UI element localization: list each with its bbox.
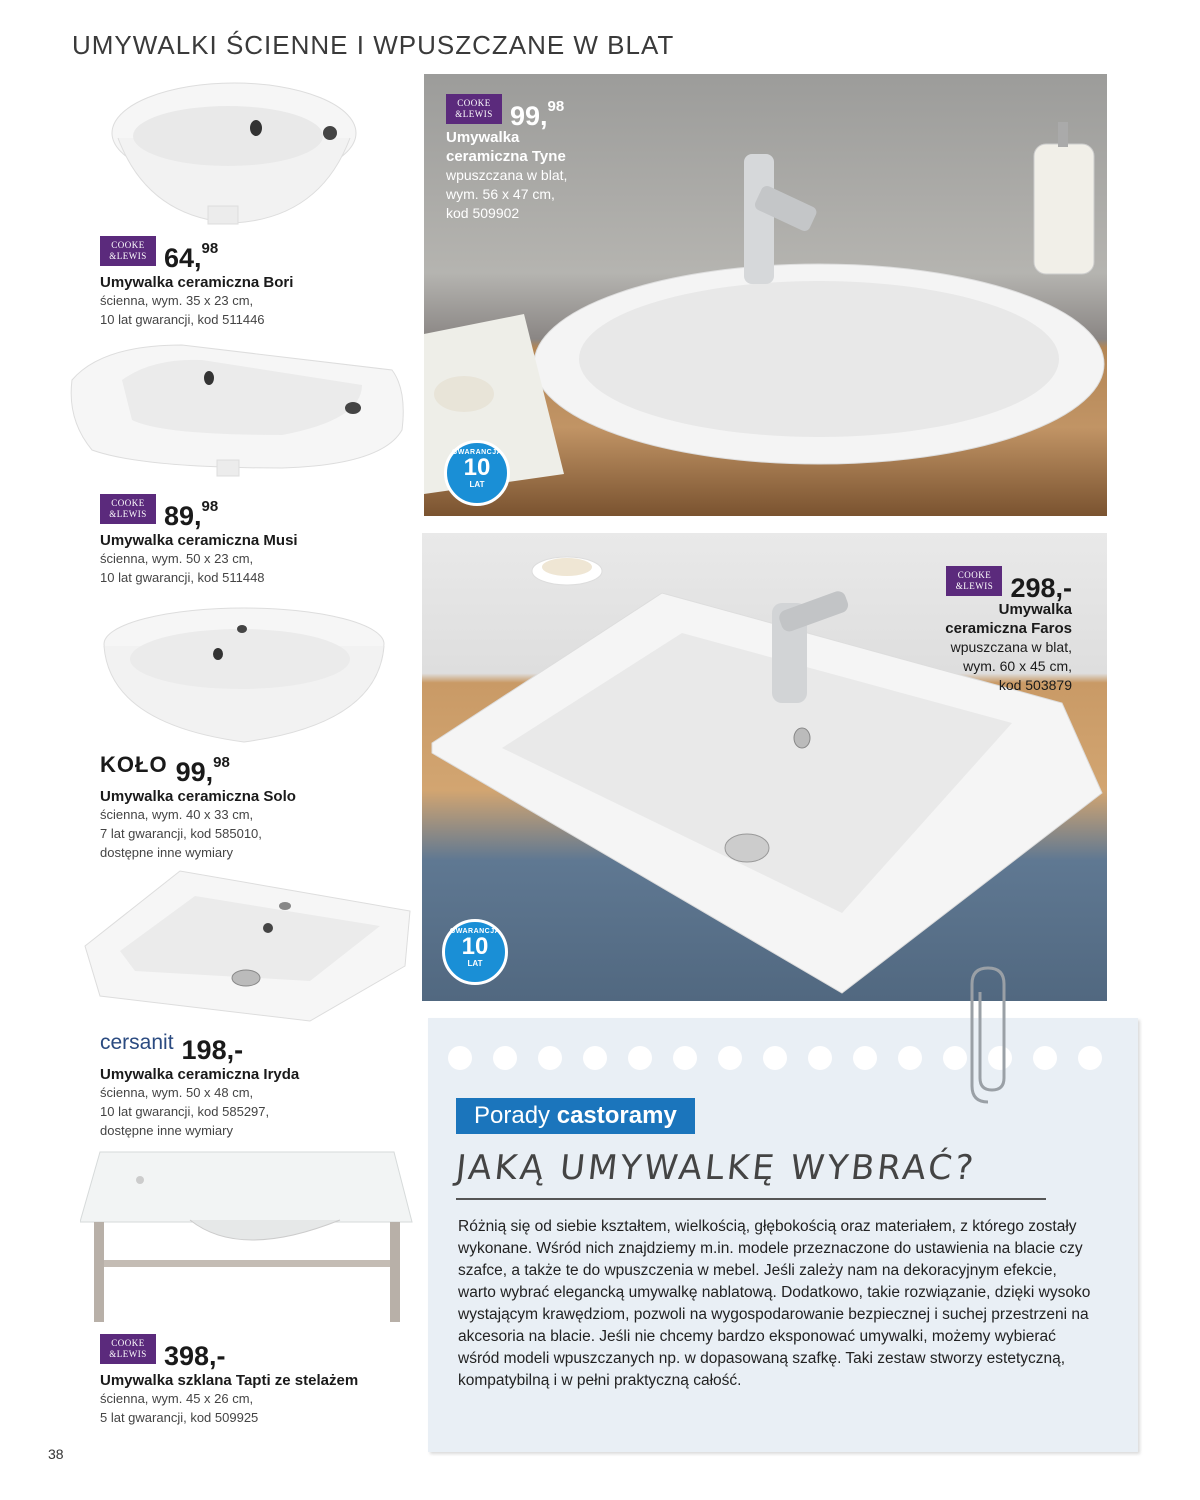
product-desc-line: dostępne inne wymiary <box>100 1123 233 1138</box>
product-solo <box>100 750 420 862</box>
product-desc-line: wym. 56 x 47 cm, <box>446 186 555 202</box>
advice-card <box>428 1018 1138 1452</box>
castorama-tips-tag: Porady castoramy <box>456 1098 695 1134</box>
product-desc-line: 10 lat gwarancji, kod 511448 <box>100 570 265 585</box>
brand-logo-cooke-lewis: COOKE &LEWIS <box>946 566 1002 596</box>
brand-logo-cersanit: cersanit <box>100 1031 174 1054</box>
product-name: Umywalka ceramiczna Iryda <box>100 1066 300 1083</box>
brand-logo-cooke-lewis: COOKE &LEWIS <box>446 94 502 124</box>
advice-heading: JAKĄ UMYWALKĘ WYBRAĆ? <box>453 1148 979 1188</box>
product-desc-line: kod 509902 <box>446 205 520 221</box>
bori-washbasin-image <box>108 78 360 228</box>
product-desc-line: ścienna, wym. 40 x 33 cm, <box>100 807 254 822</box>
page-title: UMYWALKI ŚCIENNE I WPUSZCZANE W BLAT <box>72 30 675 60</box>
price: 64,98 <box>164 240 219 273</box>
product-iryda <box>100 1028 420 1140</box>
product-desc-line: 5 lat gwarancji, kod 509925 <box>100 1410 259 1425</box>
tapti-washbasin-image <box>80 1150 414 1324</box>
price: 99,98 <box>510 98 565 131</box>
price: 198,- <box>181 1035 244 1065</box>
paperclip-icon <box>966 962 1010 1108</box>
faros-caption <box>900 566 1072 695</box>
tyne-caption <box>446 94 626 223</box>
product-desc-line: wpuszczana w blat, <box>446 167 568 183</box>
brand-logo-cooke-lewis: COOKE &LEWIS <box>100 236 156 266</box>
product-bori <box>100 236 420 329</box>
product-tapti <box>100 1334 420 1427</box>
product-desc-line: dostępne inne wymiary <box>100 845 233 860</box>
product-desc-line: ścienna, wym. 45 x 26 cm, <box>100 1391 254 1406</box>
page-number: 38 <box>48 1446 64 1462</box>
brand-logo-kolo: KOŁO <box>100 752 168 777</box>
product-desc-line: ścienna, wym. 50 x 48 cm, <box>100 1085 254 1100</box>
heading-divider <box>456 1198 1046 1200</box>
brand-logo-cooke-lewis: COOKE &LEWIS <box>100 1334 156 1364</box>
product-musi <box>100 494 420 587</box>
price: 398,- <box>164 1341 226 1371</box>
product-name: Umywalka ceramiczna Bori <box>100 274 294 291</box>
warranty-badge: GWARANCJA 10 LAT <box>444 440 510 506</box>
product-name: Umywalka <box>998 601 1072 618</box>
product-desc-line: ścienna, wym. 35 x 23 cm, <box>100 293 254 308</box>
iryda-washbasin-image <box>80 866 414 1026</box>
price: 89,98 <box>164 498 219 531</box>
product-desc-line: 10 lat gwarancji, kod 585297, <box>100 1104 270 1119</box>
product-desc-line: wym. 60 x 45 cm, <box>963 658 1072 674</box>
product-name: Umywalka ceramiczna Solo <box>100 788 296 805</box>
brand-logo-cooke-lewis: COOKE &LEWIS <box>100 494 156 524</box>
product-desc-line: kod 503879 <box>998 677 1072 693</box>
solo-washbasin-image <box>100 604 388 746</box>
product-desc-line: ścienna, wym. 50 x 23 cm, <box>100 551 254 566</box>
product-name: Umywalka szklana Tapti ze stelażem <box>100 1372 359 1389</box>
price: 298,- <box>1010 573 1072 603</box>
price: 99,98 <box>175 754 230 787</box>
product-name: ceramiczna Tyne <box>446 148 566 165</box>
product-name: Umywalka <box>446 129 520 146</box>
warranty-badge: GWARANCJA 10 LAT <box>442 919 508 985</box>
advice-body: Różnią się od siebie kształtem, wielkością, głębokością oraz materiałem, z którego zostały wykonane. Wśród nich znajdziemy m.in. modele przeznaczone do ustawienia na blacie czy szafce, a także te do wpuszczenia w mebel. Jeśli zależy nam na dekoracyjnym efekcie, warto wybrać elegancką umywalkę nablatową. Dodatkowo, takie rozwiązanie, dzięki wysoko wystającym krawędziom, pozwoli na wygospodarowanie bezpiecznej i suchej przestrzeni na akcesoria na blacie. Jeśli nie chcemy bardzo eksponować umywalki, możemy wybierać wśród modeli wpuszczanych np. w dopasowaną szafkę. Taki zestaw stworzy estetyczną, kompatybilną i w pełni praktyczną całość. <box>458 1218 1091 1389</box>
musi-washbasin-image <box>62 340 410 482</box>
product-desc-line: 7 lat gwarancji, kod 585010, <box>100 826 262 841</box>
product-desc-line: 10 lat gwarancji, kod 511446 <box>100 312 265 327</box>
product-name: ceramiczna Faros <box>945 620 1072 637</box>
product-desc-line: wpuszczana w blat, <box>950 639 1072 655</box>
product-name: Umywalka ceramiczna Musi <box>100 532 298 549</box>
